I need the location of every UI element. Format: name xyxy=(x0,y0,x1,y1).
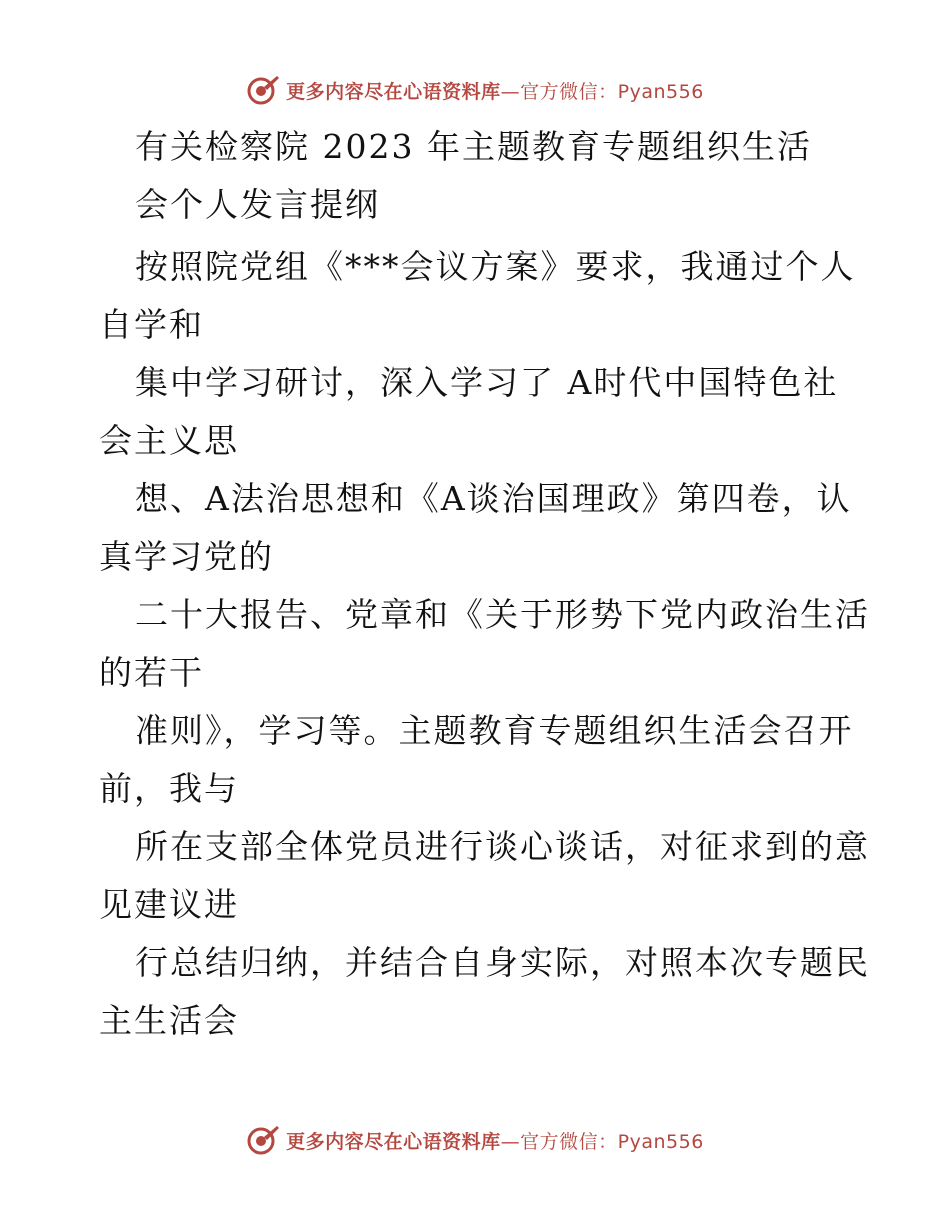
doc-line: 有关检察院 2023 年主题教育专题组织生活 xyxy=(135,127,812,166)
doc-line: 的若干 xyxy=(99,653,204,692)
doc-line: 见建议进 xyxy=(99,885,239,924)
doc-line: 行总结归纳，并结合自身实际，对照本次专题民 xyxy=(135,943,870,982)
watermark-main: 更多内容尽在心语资料库 xyxy=(286,80,501,103)
doc-line: 会个人发言提纲 xyxy=(135,185,380,224)
doc-line: 按照院党组《***会议方案》要求，我通过个人 xyxy=(135,247,856,286)
watermark-text xyxy=(286,77,704,104)
watermark-footer xyxy=(0,1120,950,1160)
watermark-header xyxy=(0,70,950,110)
doc-line: 二十大报告、党章和《关于形势下党内政治生活 xyxy=(135,595,870,634)
watermark-text xyxy=(286,1127,704,1154)
doc-line: 准则》，学习等。主题教育专题组织生活会召开 xyxy=(135,711,854,750)
watermark-separator: — xyxy=(500,1130,521,1153)
watermark-separator: — xyxy=(500,80,521,103)
doc-line: 想、A法治思想和《A谈治国理政》第四卷，认 xyxy=(135,479,852,518)
watermark-main: 更多内容尽在心语资料库 xyxy=(286,1130,501,1153)
doc-line: 自学和 xyxy=(99,305,204,344)
doc-line: 真学习党的 xyxy=(99,537,274,576)
brush-pen-logo-icon xyxy=(246,73,280,107)
watermark-wechat: 官方微信：Pyan556 xyxy=(520,1130,704,1153)
doc-line: 主生活会 xyxy=(99,1001,239,1040)
doc-line: 所在支部全体党员进行谈心谈话，对征求到的意 xyxy=(135,827,870,866)
doc-line: 集中学习研讨，深入学习了 A时代中国特色社 xyxy=(135,363,839,402)
doc-line: 会主义思 xyxy=(99,421,239,460)
watermark-wechat: 官方微信：Pyan556 xyxy=(520,80,704,103)
doc-line: 前，我与 xyxy=(99,769,239,808)
brush-pen-logo-icon xyxy=(246,1123,280,1157)
